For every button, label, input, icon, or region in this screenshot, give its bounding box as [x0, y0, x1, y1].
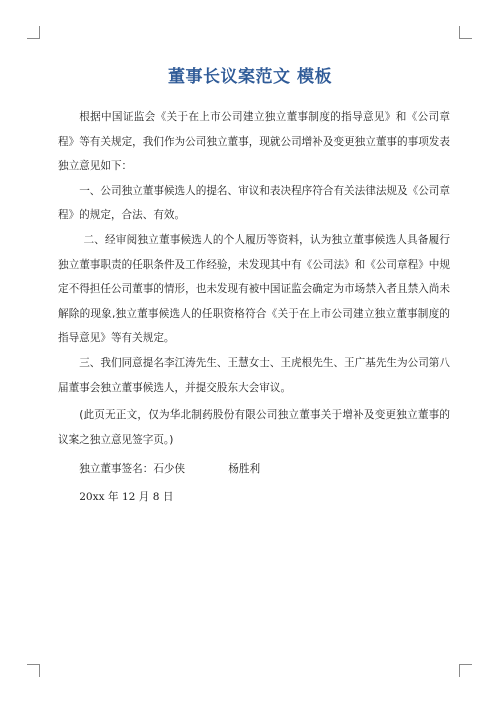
page-corner-mark-bottom-left [27, 664, 40, 677]
document-body [58, 105, 450, 510]
document-title: 董事长议案范文 模板 [168, 67, 332, 87]
signature-label: 独立董事签名： [79, 463, 154, 476]
page-corner-mark-top-right [459, 26, 472, 39]
signature-name-2: 杨胜利 [228, 463, 261, 476]
paragraph-opinion-3: 三、我们同意提名李江涛先生、王慧女士、王虎根先生、王广基先生为公司第八届董事会独立董事候选人，并提交股东大会审议。 [58, 356, 450, 394]
document-date: 20xx 年 12 月 8 日 [79, 490, 174, 503]
signature-name-1: 石少侠 [153, 463, 186, 476]
signature-line [58, 457, 450, 482]
paragraph-opinion-2: 二、经审阅独立董事候选人的个人履历等资料，认为独立董事候选人具备履行独立董事职责的任职条件及工作经验，未发现其中有《公司法》和《公司章程》中规定不得担任公司董事的情形，也未发现有被中国证监会确定为市场禁入者且禁入尚未解除的现象,独立董事候选人的任职资格符合《关于在上市公司建立独立董事制度的指导意见》等有关规定。 [58, 233, 450, 345]
paragraph-opinion-1: 一、公司独立董事候选人的提名、审议和表决程序符合有关法律法规及《公司章程》的规定，合法、有效。 [58, 184, 450, 222]
paragraph-intro: 根据中国证监会《关于在上市公司建立独立董事制度的指导意见》和《公司章程》等有关规定，我们作为公司独立董事，现就公司增补及变更独立董事的事项发表独立意见如下： [58, 111, 450, 173]
signature-page-note: (此页无正文，仅为华北制药股份有限公司独立董事关于增补及变更独立董事的议案之独立意见签字页。) [58, 409, 450, 446]
page-corner-mark-bottom-right [459, 664, 472, 677]
page-corner-mark-top-left [27, 26, 40, 39]
